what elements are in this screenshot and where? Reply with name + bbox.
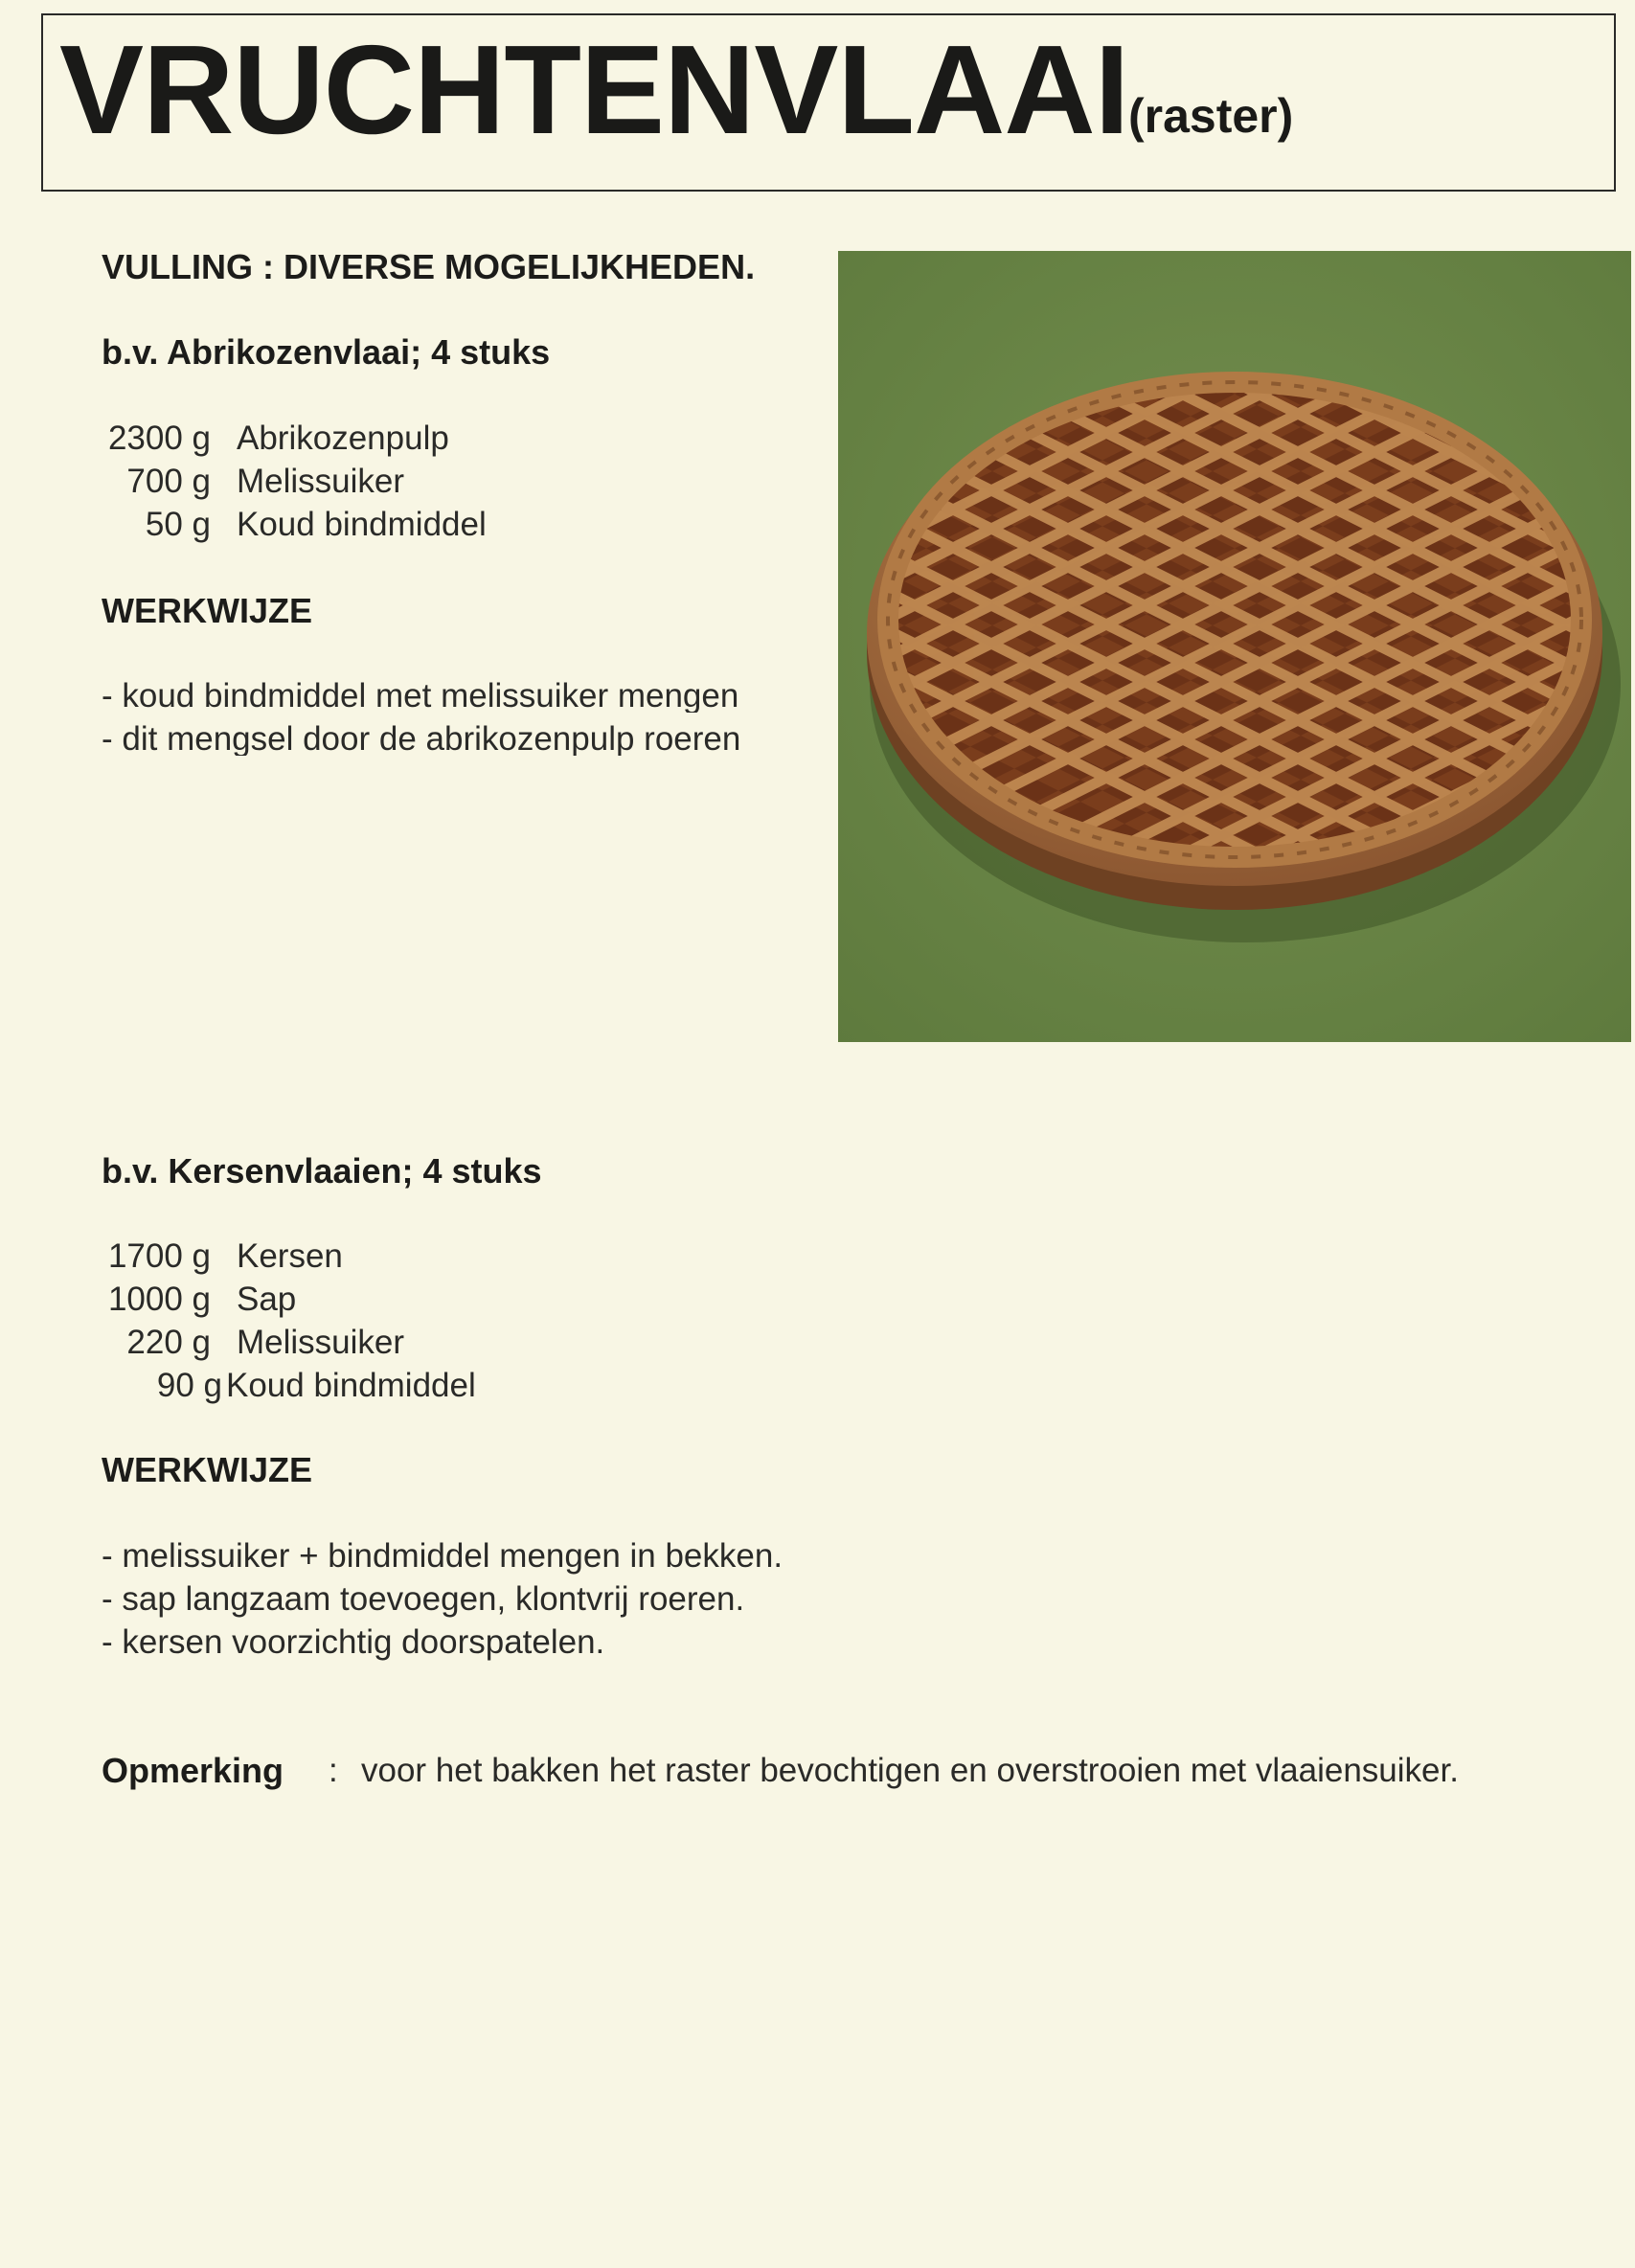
ingredient-name: Koud bindmiddel [237, 506, 487, 543]
ingredient-name: Kersen [237, 1237, 343, 1275]
page-title: VRUCHTENVLAAI [59, 19, 1129, 160]
filling-heading: VULLING : DIVERSE MOGELIJKHEDEN. [102, 247, 756, 286]
ingredient-name: Melissuiker [237, 463, 405, 500]
ingredient-name: Melissuiker [237, 1324, 405, 1361]
remark-colon: : [329, 1752, 338, 1789]
ingredient-name: Abrikozenpulp [237, 420, 449, 457]
ingredient-name: Koud bindmiddel [226, 1367, 476, 1404]
method-step: - sap langzaam toevoegen, klontvrij roeren. [102, 1580, 745, 1618]
method-step: - koud bindmiddel met melissuiker mengen [102, 679, 739, 713]
page-subtitle: (raster) [1128, 89, 1294, 143]
method-heading: WERKWIJZE [102, 1450, 312, 1489]
ingredient-qty: 50 g [145, 506, 211, 543]
recipe2-heading: b.v. Kersenvlaaien; 4 stuks [102, 1151, 542, 1191]
remark-text: voor het bakken het raster bevochtigen en overstrooien met vlaaiensuiker. [361, 1752, 1459, 1789]
ingredient-qty: 90 g [156, 1367, 222, 1404]
method-step: - dit mengsel door de abrikozenpulp roeren [102, 722, 741, 756]
ingredient-name: Sap [237, 1281, 297, 1318]
lattice-fruit-pie-photo [838, 251, 1631, 1042]
ingredient-qty: 1700 g [107, 1237, 211, 1275]
method-step: - melissuiker + bindmiddel mengen in bekken. [102, 1537, 783, 1575]
ingredient-qty: 220 g [126, 1324, 211, 1361]
method-step: - kersen voorzichtig doorspatelen. [102, 1623, 605, 1661]
ingredient-qty: 1000 g [107, 1281, 211, 1318]
method-heading: WERKWIJZE [102, 591, 312, 630]
ingredient-qty: 700 g [126, 463, 211, 500]
remark-label: Opmerking [102, 1751, 284, 1790]
recipe1-heading: b.v. Abrikozenvlaai; 4 stuks [102, 332, 551, 372]
ingredient-qty: 2300 g [107, 420, 211, 457]
